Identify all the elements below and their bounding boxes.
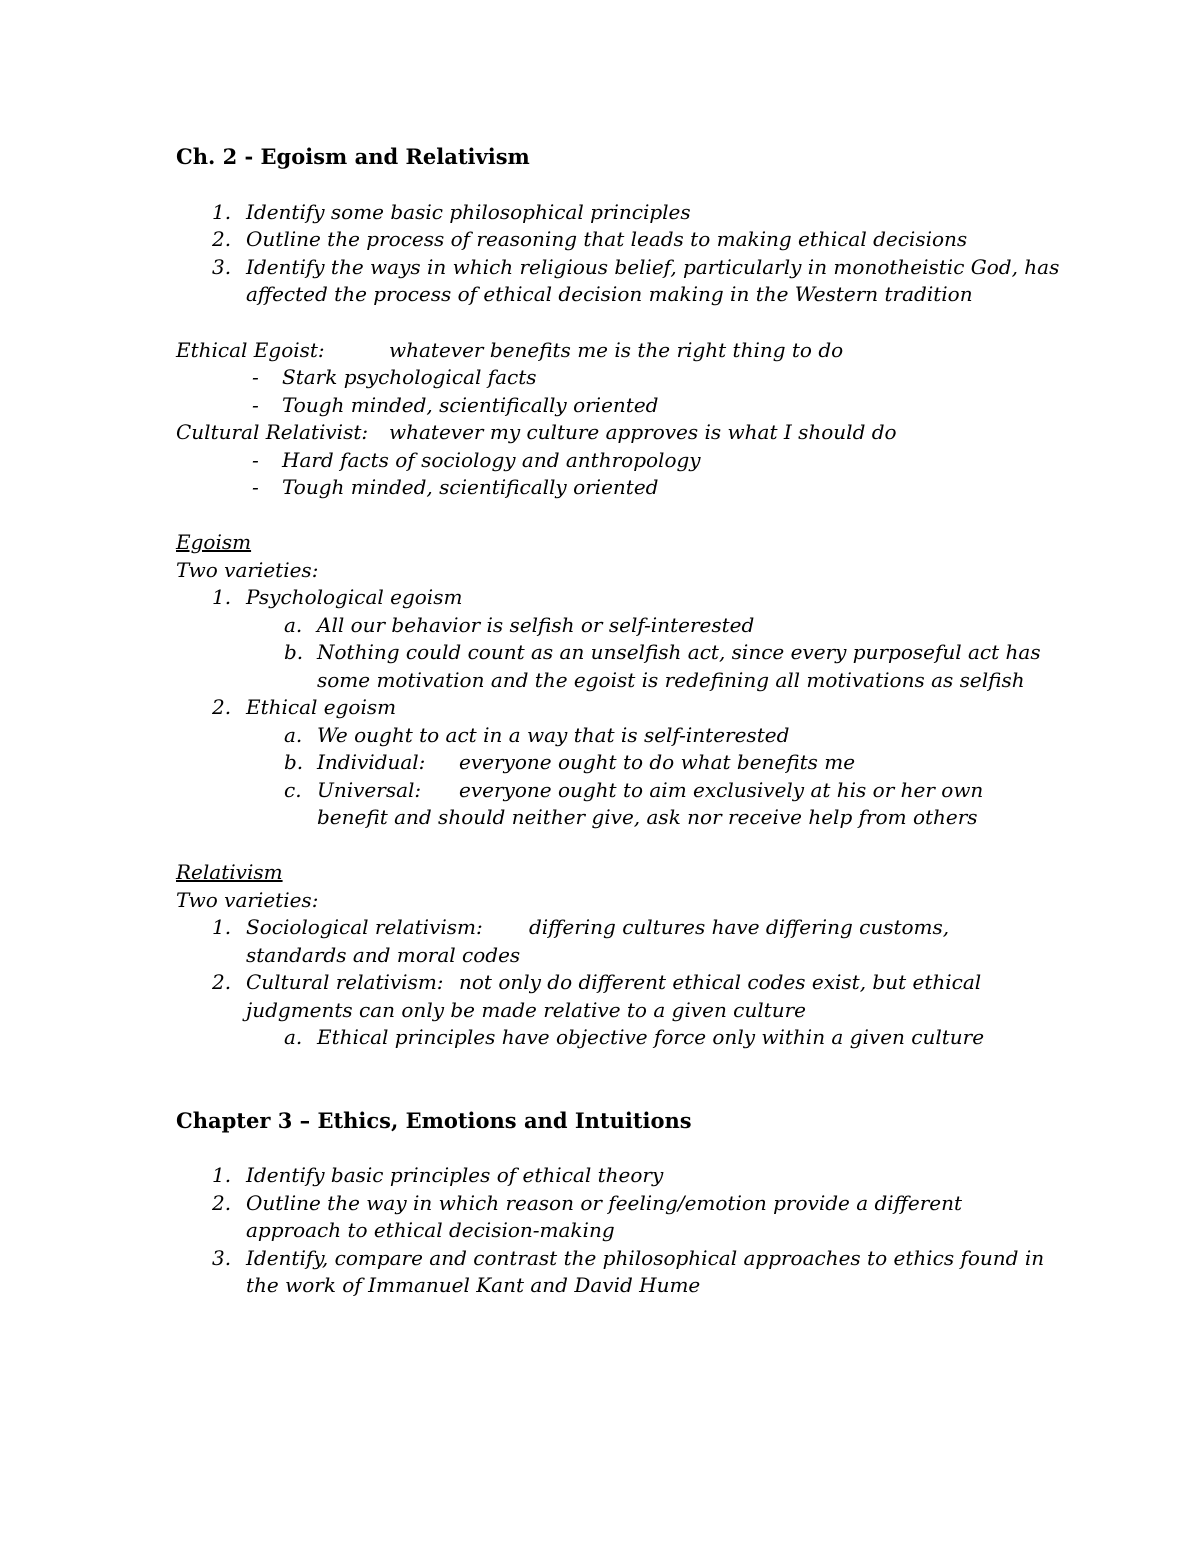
ethical-egoist-label: Ethical Egoist: (176, 338, 325, 362)
list-item-text-continued: judgments can only be made relative to a given culture (246, 998, 806, 1022)
list-number: 3. (212, 1246, 232, 1270)
bullet-text: Tough minded, scientifically oriented (282, 475, 659, 499)
objective-text: Identify some basic philosophical principles (246, 200, 691, 224)
list-item-text: not only do different ethical codes exist, but ethical (459, 970, 982, 994)
list-number: 2. (212, 970, 232, 994)
cultural-relativist-definition: whatever my culture approves is what I should do (389, 420, 897, 444)
list-item-text-continued: standards and moral codes (246, 943, 521, 967)
list-letter: a. (284, 1025, 303, 1049)
list-item-text-continued: some motivation and the egoist is redefining all motivations as selfish (317, 668, 1025, 692)
list-item-text: All our behavior is selfish or self-interested (317, 613, 755, 637)
list-number: 1. (212, 1163, 232, 1187)
egoism-intro: Two varieties: (176, 558, 319, 582)
list-letter: a. (284, 723, 303, 747)
dash-bullet: - (252, 448, 259, 472)
ethical-egoist-definition: whatever benefits me is the right thing to do (389, 338, 844, 362)
list-letter: c. (284, 778, 302, 802)
list-number: 1. (212, 915, 232, 939)
dash-bullet: - (252, 475, 259, 499)
list-item-text: Psychological egoism (246, 585, 463, 609)
objective-text-continued: approach to ethical decision-making (246, 1218, 615, 1242)
chapter-3-title: Chapter 3 – Ethics, Emotions and Intuitions (176, 1108, 692, 1133)
list-number: 2. (212, 1191, 232, 1215)
cultural-relativist-label: Cultural Relativist: (176, 420, 369, 444)
dash-bullet: - (252, 393, 259, 417)
list-item-label: Individual: (317, 750, 426, 774)
list-letter: b. (284, 640, 304, 664)
list-item-text: Nothing could count as an unselfish act, since every purposeful act has (317, 640, 1041, 664)
objective-text: Outline the way in which reason or feeling/emotion provide a different (246, 1191, 963, 1215)
list-item-text: Ethical principles have objective force only within a given culture (317, 1025, 985, 1049)
objective-text-continued: affected the process of ethical decision making in the Western tradition (246, 282, 973, 306)
list-item-label: Universal: (317, 778, 422, 802)
bullet-text: Tough minded, scientifically oriented (282, 393, 659, 417)
list-letter: a. (284, 613, 303, 637)
objective-text-continued: the work of Immanuel Kant and David Hume (246, 1273, 701, 1297)
list-item-text: Ethical egoism (246, 695, 397, 719)
relativism-heading: Relativism (176, 860, 283, 884)
objective-text: Identify, compare and contrast the philosophical approaches to ethics found in (246, 1246, 1045, 1270)
bullet-text: Hard facts of sociology and anthropology (282, 448, 701, 472)
list-item-label: Sociological relativism: (246, 915, 483, 939)
list-number: 2. (212, 227, 232, 251)
list-item-text: We ought to act in a way that is self-interested (317, 723, 790, 747)
list-item-label: Cultural relativism: (246, 970, 444, 994)
list-item-text: everyone ought to aim exclusively at his or her own (459, 778, 984, 802)
list-number: 1. (212, 585, 232, 609)
chapter-2-title: Ch. 2 - Egoism and Relativism (176, 144, 530, 169)
objective-text: Identify basic principles of ethical theory (246, 1163, 664, 1187)
bullet-text: Stark psychological facts (282, 365, 537, 389)
objective-text: Identify the ways in which religious belief, particularly in monotheistic God, has (246, 255, 1060, 279)
list-number: 3. (212, 255, 232, 279)
dash-bullet: - (252, 365, 259, 389)
list-letter: b. (284, 750, 304, 774)
list-number: 1. (212, 200, 232, 224)
egoism-heading: Egoism (176, 530, 252, 554)
list-item-text-continued: benefit and should neither give, ask nor receive help from others (317, 805, 978, 829)
list-number: 2. (212, 695, 232, 719)
list-item-text: differing cultures have differing customs, (529, 915, 950, 939)
list-item-text: everyone ought to do what benefits me (459, 750, 856, 774)
relativism-intro: Two varieties: (176, 888, 319, 912)
objective-text: Outline the process of reasoning that leads to making ethical decisions (246, 227, 968, 251)
